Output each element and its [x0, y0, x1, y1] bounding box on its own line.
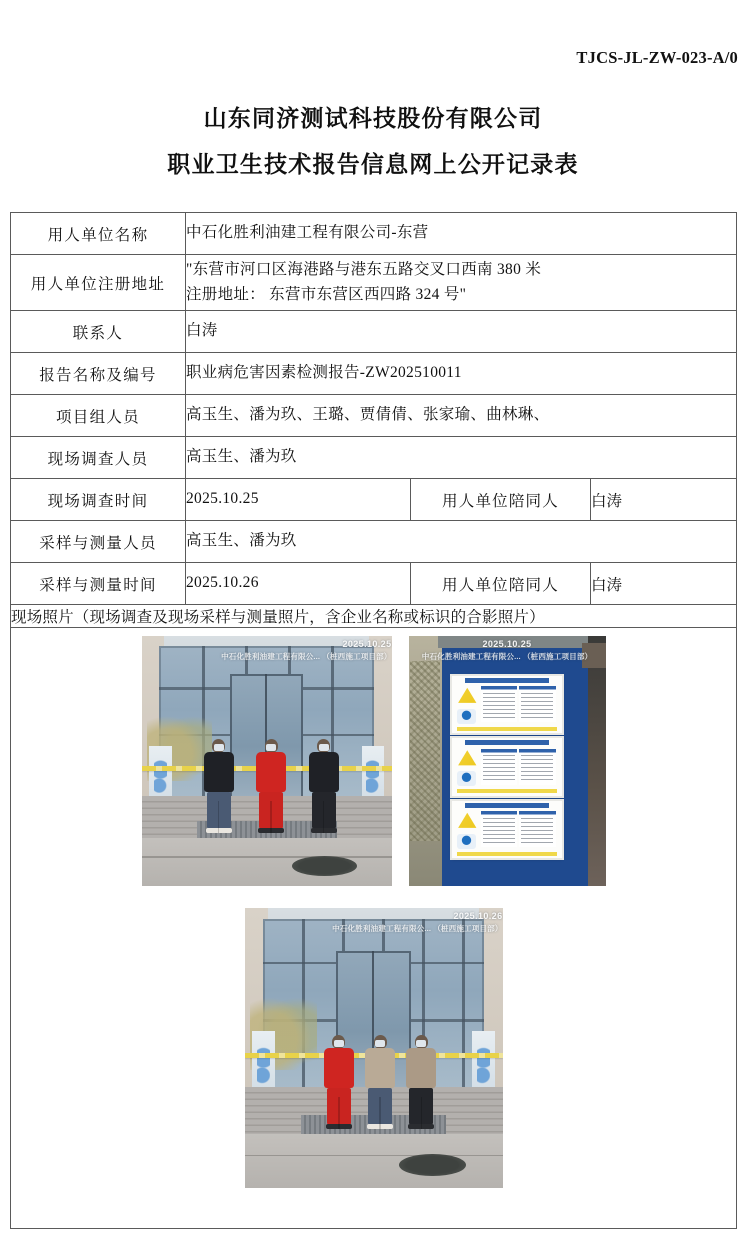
- form-title: 职业卫生技术报告信息网上公开记录表: [167, 151, 579, 177]
- table-row-sampling-date: [11, 563, 737, 605]
- accompanying-person-label: 用人单位陪同人: [411, 563, 591, 605]
- value-line: 高玉生、潘为玖: [186, 532, 297, 550]
- person-left: [322, 1035, 356, 1129]
- person-center: [254, 739, 288, 833]
- table-row-registered-address: [11, 255, 737, 311]
- wall-top-edge: [438, 636, 590, 649]
- warning-board-1: [452, 676, 562, 734]
- watermark-date: 2025.10.25: [342, 638, 392, 649]
- row-value: [186, 437, 737, 479]
- row-label: 现场调查人员: [11, 437, 186, 479]
- row-value: [186, 255, 737, 311]
- value-line: "东营市河口区海港路与港东五路交叉口西南 380 米: [186, 261, 542, 279]
- person-left: [202, 739, 236, 833]
- safety-mesh: [410, 661, 440, 841]
- watermark-date: 2025.10.25: [482, 638, 532, 649]
- accompanying-person-label: 用人单位陪同人: [411, 479, 591, 521]
- warning-board-2: [452, 738, 562, 796]
- record-form-table: [10, 212, 737, 1229]
- roof-structure: [582, 643, 606, 668]
- row-label: 用人单位注册地址: [11, 255, 186, 311]
- row-label: 采样与测量人员: [11, 521, 186, 563]
- table-row-report-name-number: [11, 353, 737, 395]
- table-row-photos: [11, 628, 737, 1229]
- row-value: [186, 311, 737, 353]
- table-row-employer-name: [11, 213, 737, 255]
- ppe-icon: [457, 834, 476, 849]
- row-value: [186, 395, 737, 437]
- hazard-triangle-icon: [457, 750, 477, 767]
- row-label: 联系人: [11, 311, 186, 353]
- table-row-survey-staff: [11, 437, 737, 479]
- ppe-icon: [457, 771, 476, 786]
- table-row-photo-header: [11, 605, 737, 628]
- row-label: 用人单位名称: [11, 213, 186, 255]
- warning-board-scene: [409, 636, 606, 886]
- table-row-project-team: [11, 395, 737, 437]
- value-line: 高玉生、潘为玖: [186, 448, 297, 466]
- row-value: [186, 213, 737, 255]
- table-row-contact-person: [11, 311, 737, 353]
- table-row-survey-date: [11, 479, 737, 521]
- row-label: 报告名称及编号: [11, 353, 186, 395]
- photo-row-bottom: [11, 886, 736, 1188]
- watermark-company: 中石化胜利油建工程有限公... （桩西施工项目部）: [332, 923, 503, 933]
- document-code: TJCS-JL-ZW-023-A/0: [576, 48, 738, 67]
- row-label: 现场调查时间: [11, 479, 186, 521]
- row-value: [186, 479, 411, 521]
- watermark-company: 中石化胜利油建工程有限公... （桩西施工项目部）: [221, 651, 392, 661]
- accompanying-person-value: 白涛: [591, 563, 737, 605]
- photo-section-header: 现场照片（现场调查及现场采样与测量照片，含企业名称或标识的合影照片）: [11, 605, 737, 628]
- photo-gallery-cell: [11, 628, 737, 1229]
- hazard-triangle-icon: [457, 812, 477, 829]
- value-line: 白涛: [186, 322, 218, 340]
- watermark-company: 中石化胜利油建工程有限公... （桩西施工项目部）: [421, 651, 593, 661]
- photo-site-survey-group[interactable]: [142, 636, 392, 886]
- building-facade-scene: [245, 908, 503, 1188]
- value-line: 职业病危害因素检测报告-ZW202510011: [186, 364, 462, 382]
- row-value: [186, 521, 737, 563]
- ppe-icon: [457, 709, 476, 724]
- value-line: 中石化胜利油建工程有限公司-东营: [186, 224, 429, 242]
- table-row-sampling-staff: [11, 521, 737, 563]
- puddle: [292, 856, 357, 876]
- person-right: [307, 739, 341, 833]
- hazard-triangle-icon: [457, 687, 477, 704]
- value-line: 高玉生、潘为玖、王璐、贾倩倩、张家瑜、曲林琳、: [186, 406, 550, 424]
- watermark-date: 2025.10.26: [453, 910, 503, 921]
- photo-row-top: [11, 631, 736, 886]
- accompanying-person-value: 白涛: [591, 479, 737, 521]
- building-facade-scene: [142, 636, 392, 886]
- photo-gallery: [11, 631, 736, 1226]
- row-label: 采样与测量时间: [11, 563, 186, 605]
- person-center: [363, 1035, 397, 1129]
- value-line: 2025.10.25: [186, 490, 259, 508]
- photo-sampling-group[interactable]: [245, 908, 503, 1188]
- value-line: 2025.10.26: [186, 574, 259, 592]
- row-value: [186, 563, 411, 605]
- company-title: 山东同济测试科技股份有限公司: [203, 106, 543, 131]
- row-value: [186, 353, 737, 395]
- warning-board-3: [452, 801, 562, 859]
- person-right: [404, 1035, 438, 1129]
- document-title-block: [0, 104, 746, 180]
- row-label: 项目组人员: [11, 395, 186, 437]
- photo-warning-boards[interactable]: [409, 636, 606, 886]
- background-right: [588, 636, 606, 886]
- value-line: 注册地址： 东营市东营区西四路 324 号": [186, 285, 467, 303]
